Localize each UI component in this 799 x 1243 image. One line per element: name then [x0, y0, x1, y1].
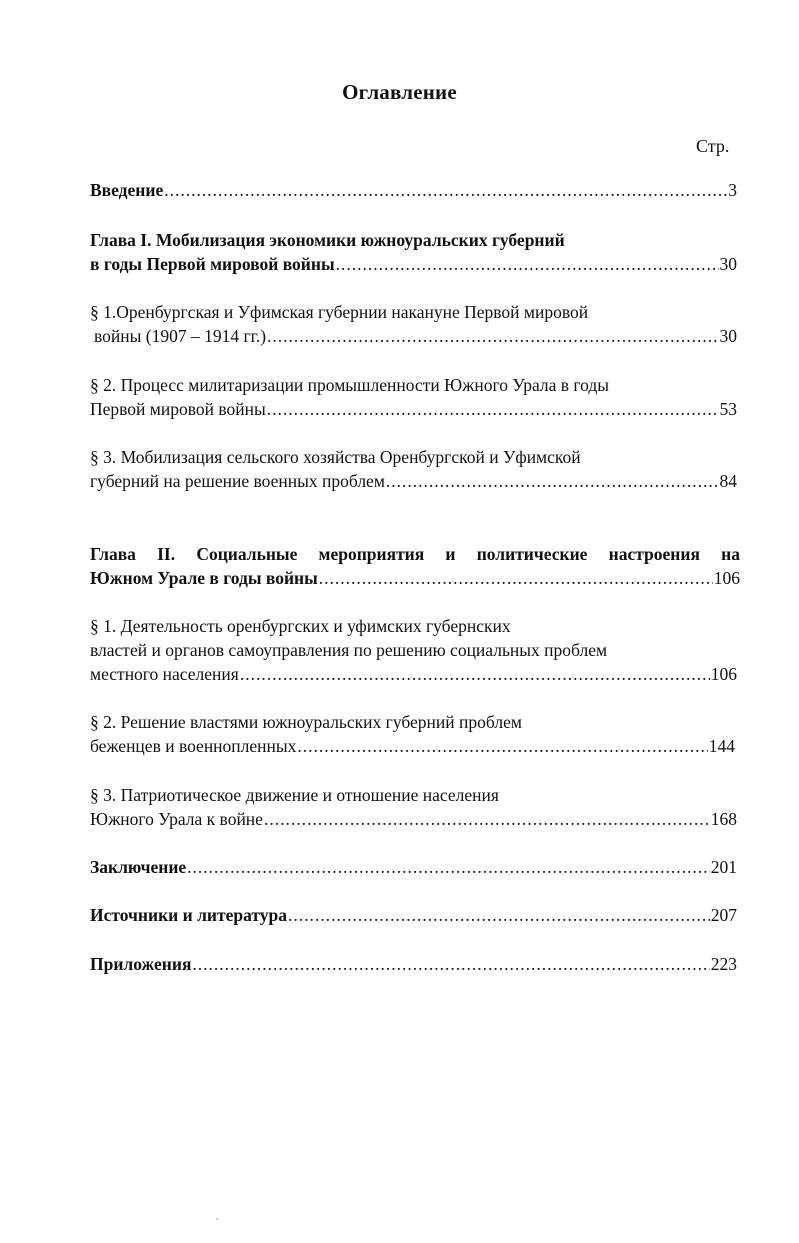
toc-section-2-3[interactable] — [90, 783, 737, 831]
leader-dots — [336, 252, 719, 276]
leader-dots — [240, 662, 710, 686]
scan-speck — [216, 1218, 218, 1220]
section-title-line: Южного Урала к войне — [90, 809, 263, 829]
page-number: 3 — [728, 180, 737, 200]
chapter-title-line: Южном Урале в годы войны — [90, 568, 318, 588]
page-number: 207 — [710, 905, 737, 925]
section-title-line: § 3. Мобилизация сельского хозяйства Оренбургской и Уфимской — [90, 447, 581, 467]
toc-entry-appendix[interactable] — [90, 952, 737, 976]
chapter-title-line: Глава II. Социальные мероприятия и политические настроения на — [90, 544, 740, 564]
toc-entry-label: Заключение — [90, 857, 187, 877]
toc-entry-label: Введение — [90, 180, 164, 200]
toc-entry-intro[interactable] — [90, 178, 737, 202]
chapter-title-line: Глава I. Мобилизация экономики южноуральских губерний — [90, 230, 565, 250]
page-column-header: Стр. — [696, 136, 730, 156]
page-number: 144 — [708, 736, 735, 756]
leader-dots — [288, 903, 710, 927]
page-number: 106 — [713, 568, 740, 588]
toc-entry-sources[interactable] — [90, 903, 737, 927]
leader-dots — [386, 469, 719, 493]
page-number: 30 — [719, 326, 737, 346]
page-number: 223 — [710, 954, 737, 974]
section-title-line: властей и органов самоуправления по решению социальных проблем — [90, 640, 608, 660]
section-title-line: § 1.Оренбургская и Уфимская губернии накануне Первой мировой — [90, 302, 589, 322]
toc-section-2-2[interactable] — [90, 710, 735, 758]
section-title-line: местного населения — [90, 664, 239, 684]
leader-dots — [264, 807, 710, 831]
section-title-line: § 2. Решение властями южноуральских губерний проблем — [90, 712, 522, 732]
chapter-title-line: в годы Первой мировой войны — [90, 254, 335, 274]
page-number: 168 — [710, 809, 737, 829]
section-title-line: § 2. Процесс милитаризации промышленности Южного Урала в годы — [90, 375, 610, 395]
toc-section-1-3[interactable] — [90, 445, 737, 493]
toc-section-2-1[interactable] — [90, 614, 737, 686]
leader-dots — [267, 324, 718, 348]
section-title-line: § 1. Деятельность оренбургских и уфимских губернских — [90, 616, 511, 636]
toc-section-1-2[interactable] — [90, 373, 737, 421]
section-title-line: § 3. Патриотическое движение и отношение населения — [90, 785, 499, 805]
toc-entry-label: Источники и литература — [90, 905, 287, 925]
leader-dots — [297, 734, 707, 758]
page-title: Оглавление — [342, 80, 457, 104]
toc-chapter-1[interactable] — [90, 228, 737, 276]
section-title-line: беженцев и военнопленных — [90, 736, 297, 756]
toc-entry-conclusion[interactable] — [90, 855, 737, 879]
toc-section-1-1[interactable] — [90, 300, 737, 348]
leader-dots — [164, 178, 727, 202]
leader-dots — [319, 566, 713, 590]
page-number: 30 — [719, 254, 737, 274]
section-title-line: губерний на решение военных проблем — [90, 471, 385, 491]
page-number: 84 — [719, 471, 737, 491]
page-number: 106 — [710, 664, 737, 684]
page-number: 53 — [719, 399, 737, 419]
leader-dots — [267, 397, 719, 421]
leader-dots — [187, 855, 710, 879]
section-title-line: войны (1907 – 1914 гг.) — [94, 326, 267, 346]
section-title-line: Первой мировой войны — [90, 399, 266, 419]
toc-chapter-2[interactable] — [90, 542, 740, 590]
page-number: 201 — [710, 857, 737, 877]
leader-dots — [192, 952, 709, 976]
toc-entry-label: Приложения — [90, 954, 192, 974]
